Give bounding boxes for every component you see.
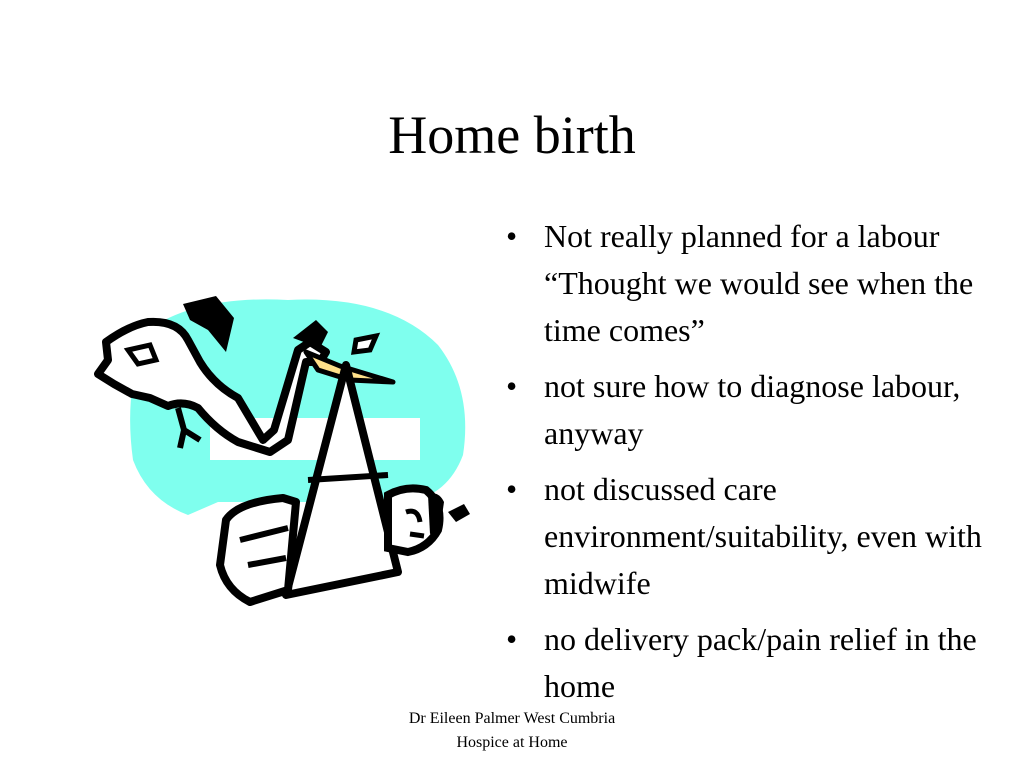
bullet-glyph: • xyxy=(506,368,518,404)
bullet-item xyxy=(500,363,1020,457)
footer-author: Dr Eileen Palmer West Cumbria xyxy=(408,710,616,727)
bullet-text: no delivery pack/pain relief in the home xyxy=(544,621,977,704)
bullet-item xyxy=(500,213,1020,354)
bullet-text: not sure how to diagnose labour, anyway xyxy=(544,368,961,451)
bullet-glyph: • xyxy=(506,621,518,657)
footer-organisation: Hospice at Home xyxy=(456,734,568,751)
bullet-glyph: • xyxy=(506,218,518,254)
bullet-list xyxy=(500,213,1020,719)
stork-carrying-baby-icon xyxy=(88,290,488,610)
bullet-text: Not really planned for a labour “Thought we would see when the time comes” xyxy=(544,218,974,348)
baby-toe xyxy=(448,504,470,522)
bullet-glyph: • xyxy=(506,471,518,507)
slide-title: Home birth xyxy=(388,105,636,165)
bullet-item xyxy=(500,466,1020,607)
stork-bow xyxy=(354,336,376,352)
bullet-item xyxy=(500,616,1020,710)
baby-bundle xyxy=(220,498,296,602)
bullet-text: not discussed care environment/suitability, even with midwife xyxy=(544,471,982,601)
slide-footer xyxy=(362,707,662,755)
